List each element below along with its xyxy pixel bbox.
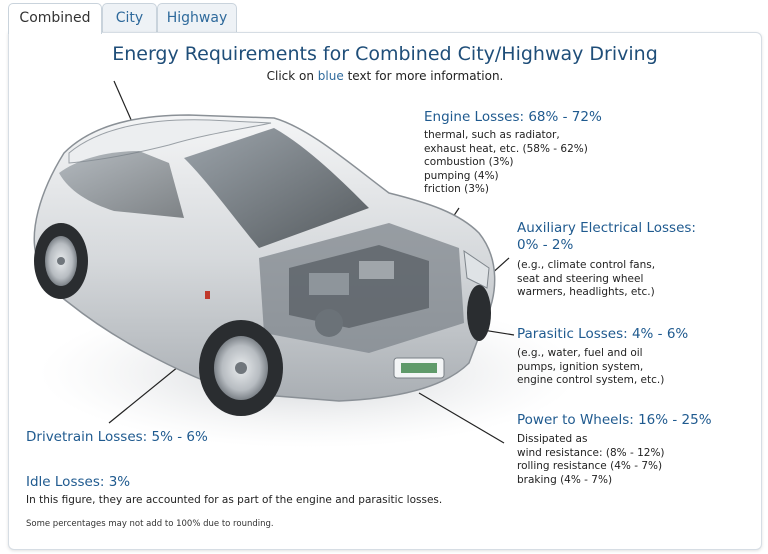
tab-highway[interactable]: Highway xyxy=(157,3,237,32)
page-title: Energy Requirements for Combined City/Highway Driving xyxy=(112,43,658,65)
engine-losses-link[interactable]: Engine Losses: 68% - 72% xyxy=(424,109,602,125)
auxiliary-line: warmers, headlights, etc.) xyxy=(517,286,655,298)
rear-wheel xyxy=(34,223,88,299)
engine-line: pumping (4%) xyxy=(424,169,499,182)
engine-line: thermal, such as radiator, xyxy=(424,129,560,141)
parasitic-line: pumps, ignition system, xyxy=(517,360,644,373)
subtitle-suffix: text for more information. xyxy=(347,69,504,83)
parasitic-line: engine control system, etc.) xyxy=(517,374,665,386)
content-panel xyxy=(8,32,762,550)
tab-city[interactable]: City xyxy=(102,3,157,32)
page-subtitle xyxy=(9,69,761,83)
wheels-line: wind resistance: (8% - 12%) xyxy=(517,446,665,459)
engine-line: combustion (3%) xyxy=(424,156,514,168)
subtitle-blue-word: blue xyxy=(317,69,344,83)
rounding-footnote: Some percentages may not add to 100% due to rounding. xyxy=(26,519,274,529)
engine-losses-details xyxy=(424,129,588,197)
auxiliary-losses-link[interactable] xyxy=(517,220,696,254)
auxiliary-line: seat and steering wheel xyxy=(517,272,644,285)
auxiliary-heading-line1: Auxiliary Electrical Losses: xyxy=(517,220,696,236)
subtitle-prefix: Click on xyxy=(266,69,314,83)
parasitic-line: (e.g., water, fuel and oil xyxy=(517,347,643,359)
side-marker xyxy=(205,291,210,299)
drivetrain-losses-link[interactable]: Drivetrain Losses: 5% - 6% xyxy=(26,429,208,445)
tab-combined[interactable]: Combined xyxy=(8,3,102,34)
power-to-wheels-link[interactable]: Power to Wheels: 16% - 25% xyxy=(517,412,712,428)
auxiliary-heading-line2: 0% - 2% xyxy=(517,237,574,253)
wheels-line: Dissipated as xyxy=(517,433,588,445)
auxiliary-line: (e.g., climate control fans, xyxy=(517,259,656,271)
engine-line: exhaust heat, etc. (58% - 62%) xyxy=(424,142,588,155)
idle-losses-text: In this figure, they are accounted for as part of the engine and parasitic losses. xyxy=(26,494,443,506)
parasitic-losses-link[interactable]: Parasitic Losses: 4% - 6% xyxy=(517,326,689,342)
plate-logo xyxy=(401,363,437,373)
power-to-wheels-details xyxy=(517,433,665,487)
engine-line: friction (3%) xyxy=(424,183,490,195)
wheels-line: rolling resistance (4% - 7%) xyxy=(517,460,663,472)
front-wheel xyxy=(199,320,283,416)
parasitic-losses-details xyxy=(517,347,664,388)
idle-losses-link[interactable]: Idle Losses: 3% xyxy=(26,474,131,490)
auxiliary-losses-details xyxy=(517,259,655,300)
wheels-line: braking (4% - 7%) xyxy=(517,473,613,486)
front-right-wheel xyxy=(467,285,491,341)
